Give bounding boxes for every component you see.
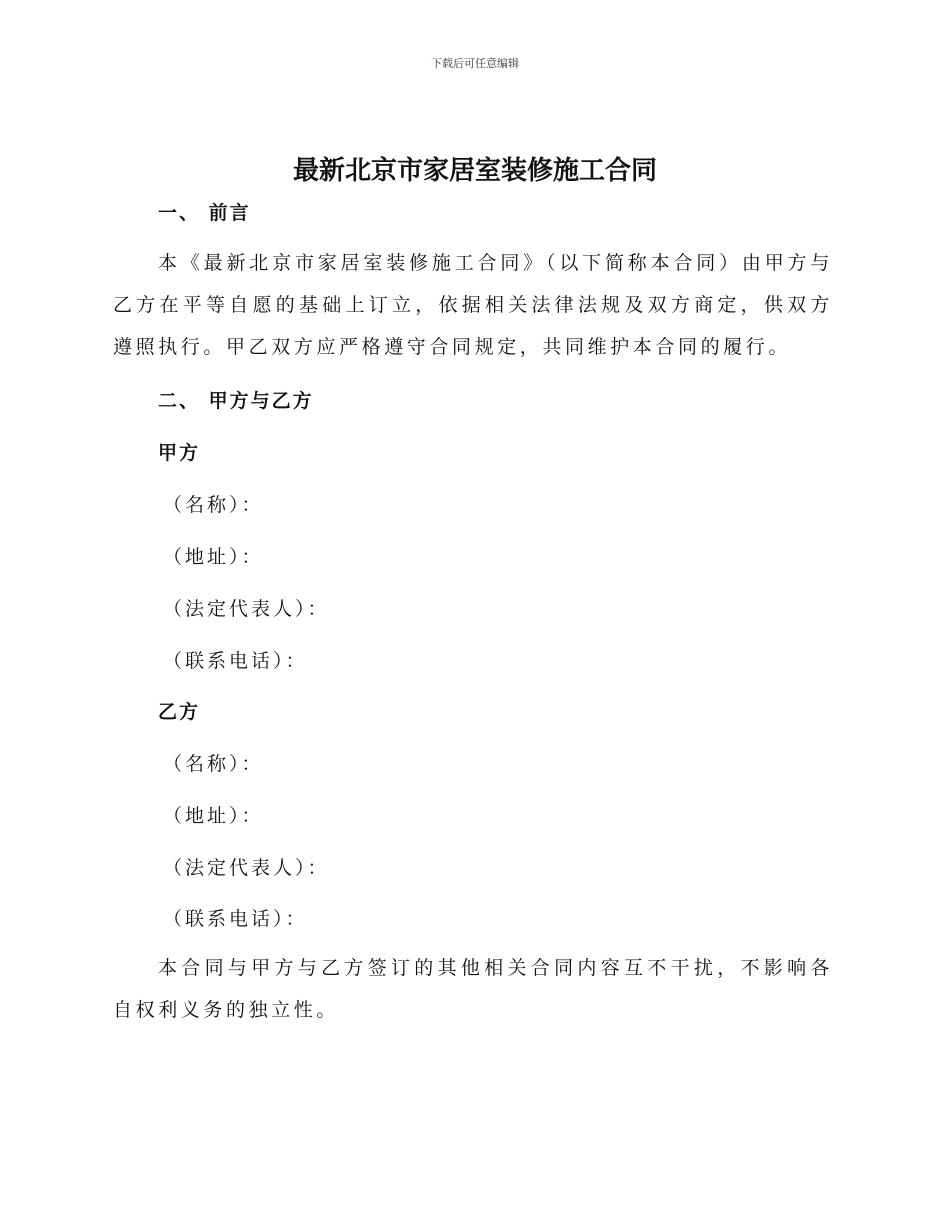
document-title: 最新北京市家居室装修施工合同 <box>292 156 657 186</box>
party-b-address-field: （地址）： <box>163 805 264 827</box>
header-note: 下载后可任意编辑 <box>431 57 519 70</box>
section-heading-preface: 一、 前言 <box>158 202 251 224</box>
party-a-heading: 甲方 <box>158 442 201 464</box>
party-b-name-field: （名称）： <box>163 753 264 775</box>
section-heading-parties: 二、 甲方与乙方 <box>158 390 314 412</box>
closing-paragraph: 本合同与甲方与乙方签订的其他相关合同内容互不干扰，不影响各自权利义务的独立性。 <box>113 957 833 1021</box>
party-b-legal-rep-field: （法定代表人）： <box>163 857 330 879</box>
party-b-phone-field: （联系电话）： <box>163 908 308 930</box>
preface-paragraph: 本《最新北京市家居室装修施工合同》（以下简称本合同）由甲方与乙方在平等自愿的基础上订立，依据相关法律法规及双方商定，供双方遵照执行。甲乙双方应严格遵守合同规定，共同维护本合同的履行。 <box>113 252 833 358</box>
party-a-phone-field: （联系电话）： <box>163 650 308 672</box>
party-a-address-field: （地址）： <box>163 546 264 568</box>
party-b-heading: 乙方 <box>158 701 201 723</box>
party-a-name-field: （名称）： <box>163 494 264 516</box>
party-a-legal-rep-field: （法定代表人）： <box>163 598 330 620</box>
